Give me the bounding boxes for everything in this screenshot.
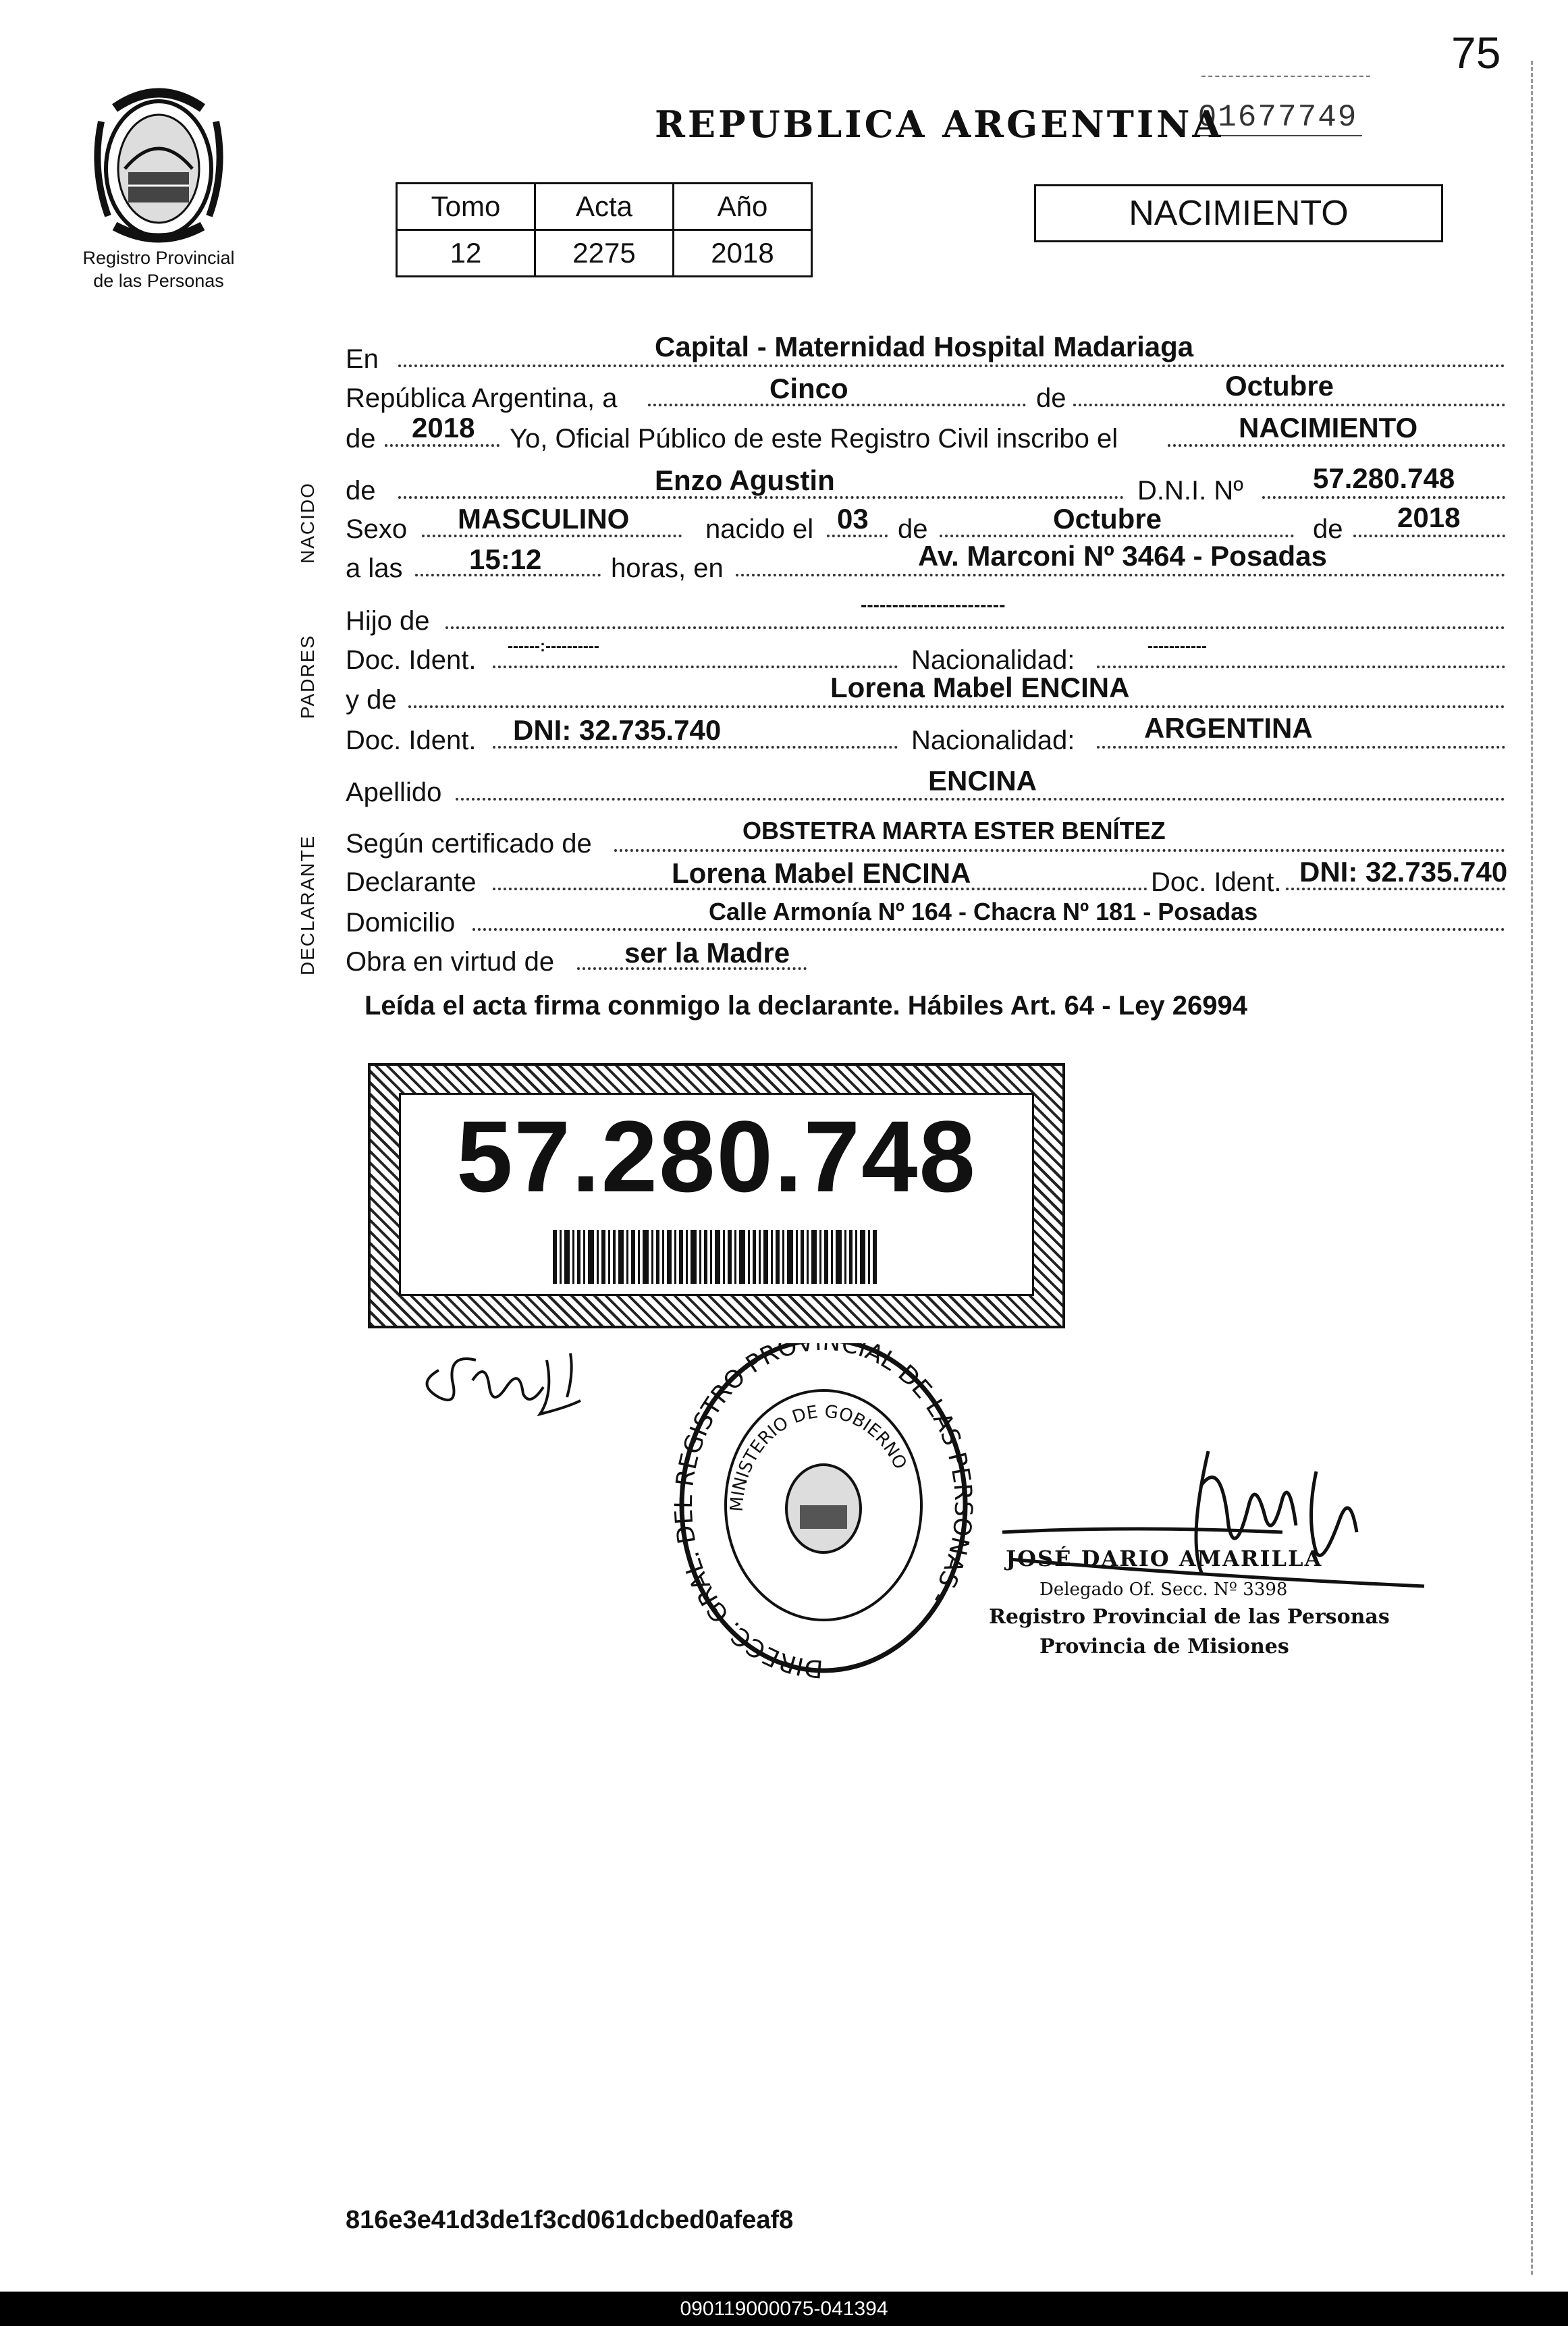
document-type-box: NACIMIENTO xyxy=(1034,184,1443,242)
serial-rule xyxy=(1201,76,1370,80)
dotted-line xyxy=(493,666,898,668)
label-a-las: a las xyxy=(346,553,403,583)
dotted-line xyxy=(1097,746,1505,749)
label-de-anio-nac: de xyxy=(1313,514,1343,544)
page-number: 75 xyxy=(1451,28,1501,78)
label-nacionalidad-padre: Nacionalidad: xyxy=(911,645,1075,675)
label-de-anio: de xyxy=(346,424,376,454)
label-doc-ident-declarante: Doc. Ident. xyxy=(1151,867,1282,897)
dni-label-card xyxy=(368,1063,1065,1328)
label-domicilio: Domicilio xyxy=(346,908,456,938)
label-horas-en: horas, en xyxy=(611,553,724,583)
official-title: Delegado Of. Secc. Nº 3398 xyxy=(1039,1579,1288,1600)
label-doc-ident-madre: Doc. Ident. xyxy=(346,726,477,755)
logo-caption xyxy=(47,246,270,292)
label-doc-ident-padre: Doc. Ident. xyxy=(346,645,477,675)
dotted-line xyxy=(445,626,1505,629)
field-inscribo: NACIMIENTO xyxy=(1239,412,1418,443)
side-label-padres: PADRES xyxy=(297,634,318,719)
field-doc-padre: ------:---------- xyxy=(508,637,599,655)
field-doc-madre: DNI: 32.735.740 xyxy=(513,714,722,746)
footer-code: 090119000075-041394 xyxy=(0,2292,1568,2326)
field-nac-mes: Octubre xyxy=(1053,503,1162,535)
field-lugar-registro: Capital - Maternidad Hospital Madariaga xyxy=(655,331,1194,362)
field-certificado: OBSTETRA MARTA ESTER BENÍTEZ xyxy=(742,817,1166,844)
dni-card-number: 57.280.748 xyxy=(456,1100,977,1213)
declarant-signature xyxy=(412,1333,614,1421)
official-registry: Registro Provincial de las Personas xyxy=(989,1605,1390,1629)
field-nac-padre: ----------- xyxy=(1147,637,1207,655)
label-nacionalidad-madre: Nacionalidad: xyxy=(911,726,1075,755)
label-y-de: y de xyxy=(346,685,397,715)
side-label-nacido: NACIDO xyxy=(297,482,318,564)
field-declarante: Lorena Mabel ENCINA xyxy=(672,857,971,889)
page-edge xyxy=(1531,61,1533,2275)
side-label-declarante: DECLARANTE xyxy=(297,834,318,975)
field-lugar-nac: Av. Marconi Nº 3464 - Posadas xyxy=(918,540,1327,572)
dotted-line xyxy=(736,574,1505,576)
field-dia: Cinco xyxy=(769,373,848,404)
field-padre: ----------------------- xyxy=(861,594,1006,615)
label-de-mes: de xyxy=(898,514,928,544)
dotted-line xyxy=(408,705,1505,708)
document-hash: 816e3e41d3de1f3cd061dcbed0afeaf8 xyxy=(346,2206,794,2234)
dotted-line xyxy=(614,849,1505,852)
field-nac-madre: ARGENTINA xyxy=(1144,712,1313,744)
label-en: En xyxy=(346,344,379,374)
label-apellido: Apellido xyxy=(346,778,442,807)
logo-caption-line2: de las Personas xyxy=(93,271,224,291)
field-anio: 2018 xyxy=(412,412,475,443)
official-seal xyxy=(668,1343,979,1694)
closing-statement: Leída el acta firma conmigo la declarante. Hábiles Art. 64 - Ley 26994 xyxy=(364,991,1247,1021)
table-value-anio: 2018 xyxy=(674,230,812,277)
document-title: REPUBLICA ARGENTINA xyxy=(655,103,1224,146)
field-dni: 57.280.748 xyxy=(1313,462,1455,494)
registry-table xyxy=(396,182,813,277)
seal-text-path: DIRECC. GRAL. DEL REGISTRO PROV CIAL DE LAS PERSONAS - xyxy=(670,1343,977,1683)
label-de-nombre: de xyxy=(346,476,376,506)
label-sexo: Sexo xyxy=(346,514,408,544)
barcode-icon xyxy=(553,1230,877,1284)
table-value-tomo: 12 xyxy=(397,230,535,277)
dotted-line xyxy=(385,444,499,447)
label-hijo-de: Hijo de xyxy=(346,606,430,636)
label-republica: República Argentina, a xyxy=(346,383,618,413)
field-obra: ser la Madre xyxy=(624,937,790,969)
province-logo xyxy=(88,81,229,250)
dotted-line xyxy=(398,364,1505,367)
field-apellido: ENCINA xyxy=(928,765,1037,796)
label-obra-en-virtud: Obra en virtud de xyxy=(346,947,555,977)
label-dni: D.N.I. Nº xyxy=(1137,476,1243,506)
label-segun-certificado: Según certificado de xyxy=(346,829,592,859)
field-hora: 15:12 xyxy=(469,543,542,575)
field-nac-dia: 03 xyxy=(837,503,869,535)
logo-caption-line1: Registro Provincial xyxy=(82,248,235,268)
label-de: de xyxy=(1036,383,1066,413)
dotted-line xyxy=(1168,444,1505,447)
field-doc-declarante: DNI: 32.735.740 xyxy=(1299,856,1508,888)
dotted-line xyxy=(1073,404,1505,406)
field-madre: Lorena Mabel ENCINA xyxy=(830,672,1130,703)
official-name: JOSÉ DARIO AMARILLA xyxy=(1006,1546,1323,1571)
dni-label-inner xyxy=(399,1093,1034,1296)
field-sexo: MASCULINO xyxy=(458,503,630,535)
field-domicilio: Calle Armonía Nº 164 - Chacra Nº 181 - Posadas xyxy=(709,898,1258,925)
field-nac-anio: 2018 xyxy=(1397,502,1461,533)
seal-text-path: MINISTERIO DE GOBIERNO xyxy=(726,1401,911,1513)
official-province: Provincia de Misiones xyxy=(1039,1635,1289,1658)
serial-number: 01677749 xyxy=(1193,100,1362,136)
dotted-line xyxy=(472,928,1505,931)
dotted-line xyxy=(1353,535,1505,537)
label-declarante: Declarante xyxy=(346,867,477,897)
field-mes: Octubre xyxy=(1225,370,1334,402)
table-header-acta: Acta xyxy=(535,184,674,230)
table-header-anio: Año xyxy=(674,184,812,230)
label-nacido-el: nacido el xyxy=(705,514,814,544)
table-header-tomo: Tomo xyxy=(397,184,535,230)
field-nombre: Enzo Agustin xyxy=(655,464,835,496)
dotted-line xyxy=(1262,496,1505,499)
dotted-line xyxy=(456,798,1505,801)
label-oficial: Yo, Oficial Público de este Registro Civil inscribo el xyxy=(510,424,1118,454)
dotted-line xyxy=(1097,666,1505,668)
table-value-acta: 2275 xyxy=(535,230,674,277)
